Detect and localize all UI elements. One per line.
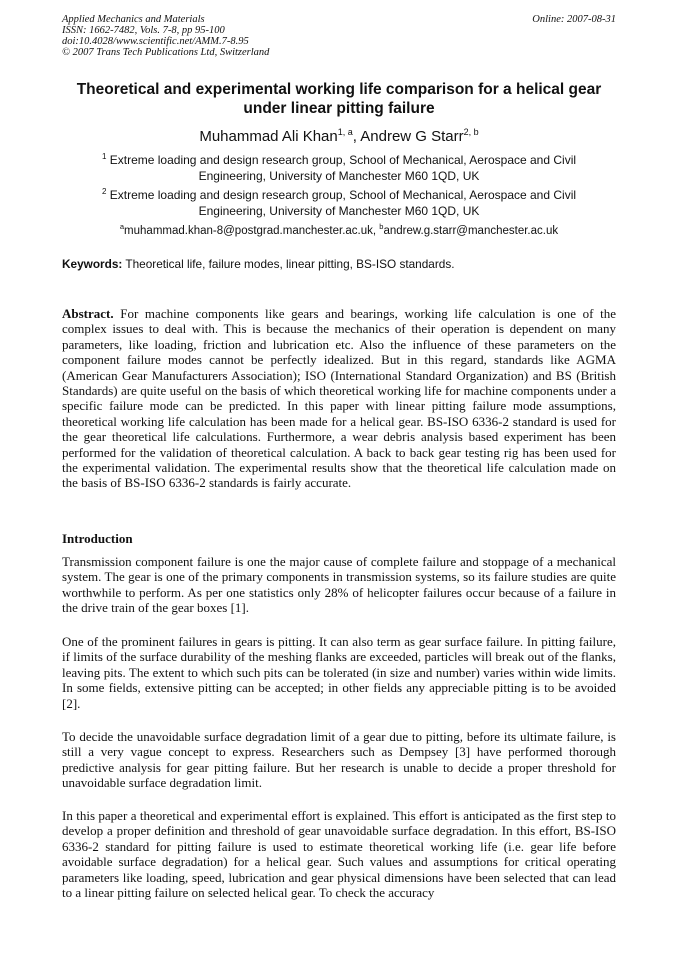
issn-line: ISSN: 1662-7482, Vols. 7-8, pp 95-100	[62, 25, 225, 36]
author-separator: ,	[352, 128, 361, 145]
intro-paragraph-2: One of the prominent failures in gears is pitting. It can also term as gear surface failure. In pitting failure, if limits of the surface durability of the meshing flanks are exceeded, particles will break out of the flanks, leaving pits. The extent to which such pits can be tolerated (in size and number) varies within wide limits. In some fields, extensive pitting can be accepted; in other fields any appreciable pitting is to be avoided [2].	[62, 634, 616, 711]
keywords-line	[62, 257, 616, 271]
affiliation-number: 2	[101, 187, 107, 196]
copyright-line: © 2007 Trans Tech Publications Ltd, Switzerland	[62, 47, 270, 58]
abstract-text: For machine components like gears and bearings, working life calculation is one of the complex issues to deal with. This is because the mechanics of their operation is dependent on many parameters, like loading, friction and lubrication etc. Also the influence of these parameters on the component failure modes cannot be perfectly idealized. But in this regard, standards like AGMA (American Gear Manufacturers Association); ISO (International Standard Organization) and BS (British Standards) are quite useful on the basis of which theoretical working life for machine components under a specific failure mode can be predicted. In this paper with linear pitting failure mode assumptions, theoretical working life calculation has been made for a helical gear. BS-ISO 6336-2 standard is used for the gear theoretical life calculations. Furthermore, a wear debris analysis based experiment has been performed for the validation of theoretical calculation. A back to back gear testing rig has been used for the experimental validation. The experimental results show that the theoretical life calculation made on the basis of BS-ISO 6336-2 standards is fairly accurate.	[62, 306, 616, 491]
intro-paragraph-1: Transmission component failure is one the major cause of complete failure and stoppage of a mechanical system. The gear is one of the primary components in transmission systems, so its failure studies are quite worthwhile to perform. As per one statistics only 28% of helicopter failures occur because of a failure in the drive train of the gear boxes [1].	[62, 554, 616, 616]
affiliation-text: Extreme loading and design research group, School of Mechanical, Aerospace and Civil Engineering, University of Manchester M60 1QD, UK	[109, 153, 577, 183]
doi-line: doi:10.4028/www.scientific.net/AMM.7-8.95	[62, 36, 249, 47]
affiliation-2	[80, 184, 598, 219]
author-superscript: 1, a	[337, 127, 353, 137]
journal-header	[62, 14, 616, 58]
author-name: Muhammad Ali Khan	[199, 128, 338, 145]
author-name: Andrew G Starr	[360, 128, 464, 145]
keywords-label: Keywords:	[62, 257, 123, 271]
email-superscript: b	[379, 222, 384, 231]
email-link[interactable]: muhammad.khan-8@postgrad.manchester.ac.uk,	[124, 224, 380, 237]
paper-title: Theoretical and experimental working life comparison for a helical gear under linear pitting failure	[76, 81, 602, 117]
affiliation-1	[80, 149, 598, 184]
author-list	[62, 123, 616, 146]
abstract-paragraph	[62, 306, 616, 491]
section-heading: Introduction	[62, 531, 133, 546]
abstract-label: Abstract.	[62, 306, 114, 321]
keywords-text: Theoretical life, failure modes, linear pitting, BS-ISO standards.	[122, 257, 455, 271]
online-date: Online: 2007-08-31	[532, 14, 616, 25]
author-emails	[62, 220, 616, 238]
email-link[interactable]: andrew.g.starr@manchester.ac.uk	[383, 224, 559, 237]
intro-paragraph-4: In this paper a theoretical and experimental effort is explained. This effort is anticipated as the first step to develop a proper definition and threshold of gear unavoidable surface degradation. In this effort, BS-ISO 6336-2 standard for pitting failure is used to estimate theoretical working life (i.e. gear life before avoidable surface degradation) for a helical gear. Such values and assumptions for critical operating parameters like loading, speed, lubrication and gear physical dimensions have been selected that can lead to a linear pitting failure on selected helical gear. To check the accuracy	[62, 808, 616, 901]
author-superscript: 2, b	[463, 127, 479, 137]
affiliation-number: 1	[101, 152, 107, 161]
intro-paragraph-3: To decide the unavoidable surface degradation limit of a gear due to pitting, before its ultimate failure, is still a very vague concept to express. Researchers such as Dempsey [3] have performed thorough predictive analysis for gear pitting failure. But her research is unable to decide a proper threshold for unavoidable surface degradation limit.	[62, 729, 616, 791]
affiliation-text: Extreme loading and design research group, School of Mechanical, Aerospace and Civil Engineering, University of Manchester M60 1QD, UK	[109, 188, 577, 218]
journal-name: Applied Mechanics and Materials	[62, 14, 205, 25]
email-superscript: a	[119, 222, 125, 231]
